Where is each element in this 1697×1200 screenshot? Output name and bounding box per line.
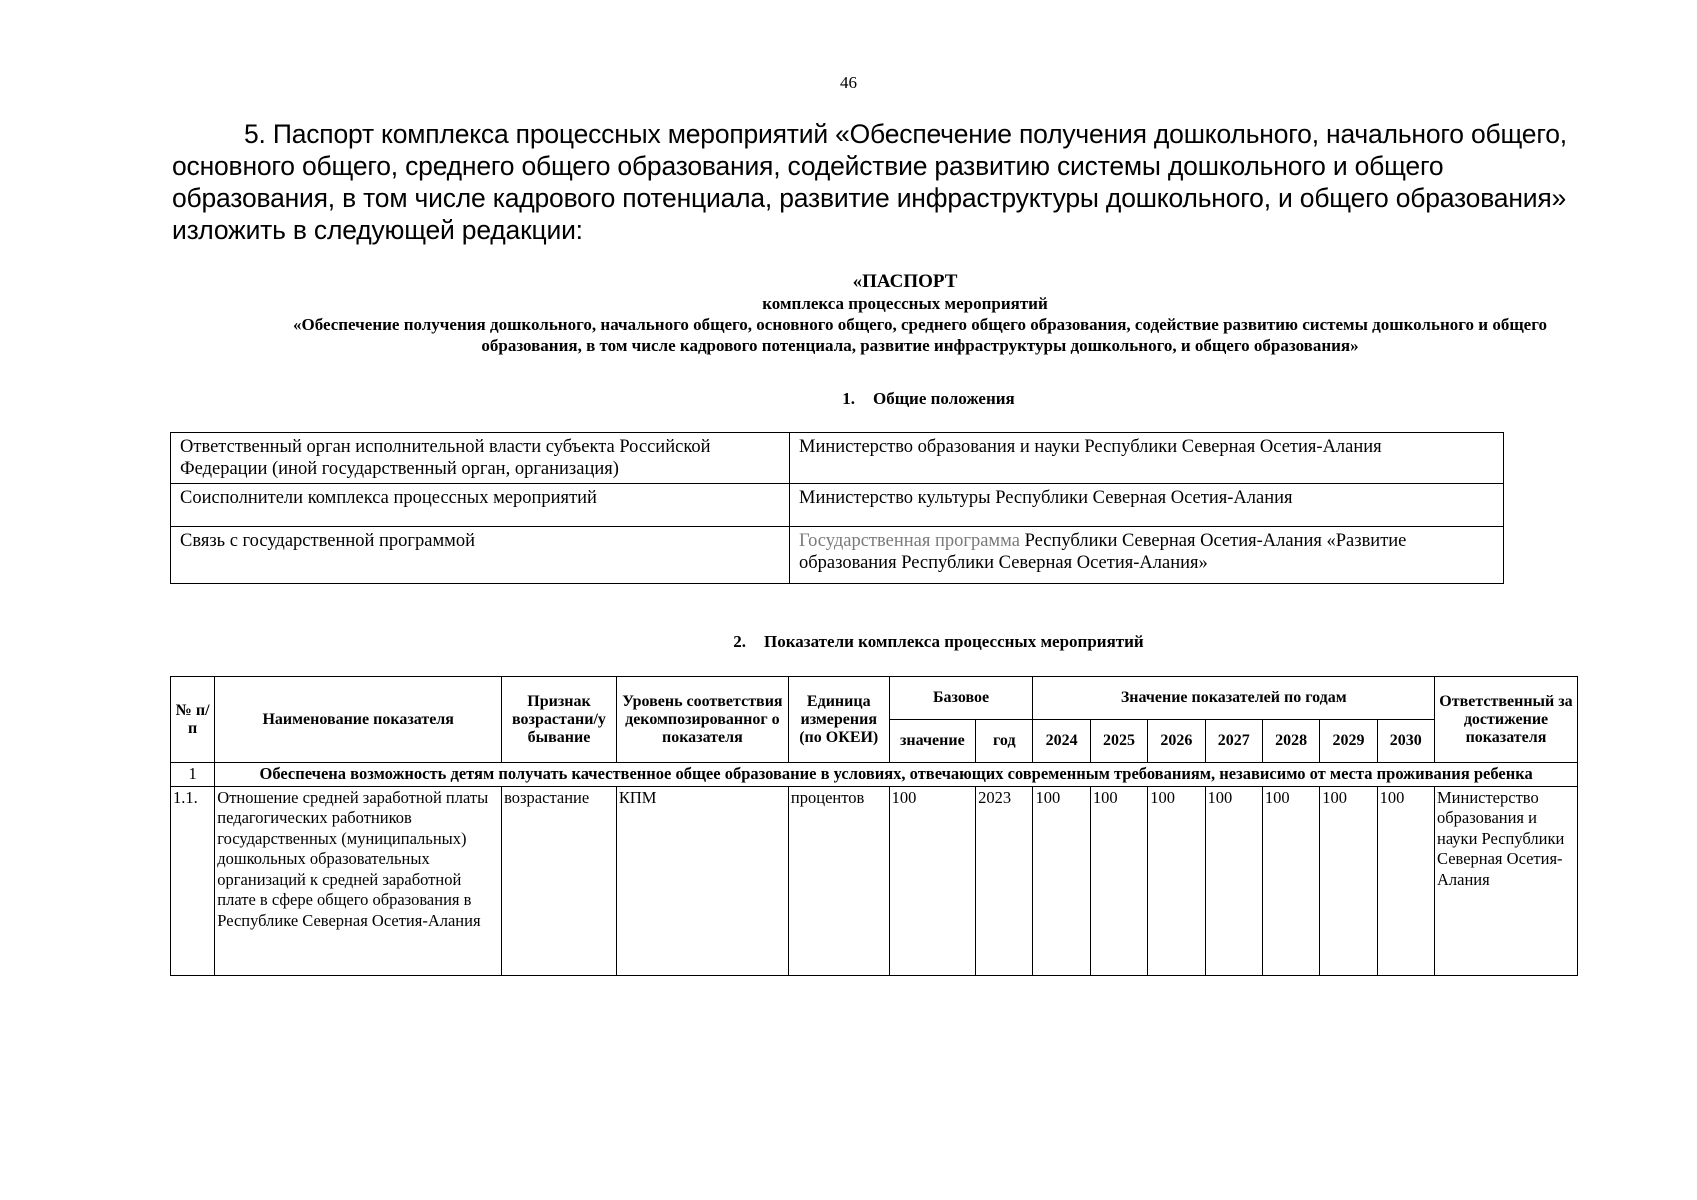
header-num: № п/п [171,677,215,763]
cell-year-value: 100 [1262,786,1319,975]
header-year: 2026 [1148,720,1205,763]
section-2-number: 2. [733,632,747,651]
row-value [790,527,1504,584]
cell-year-value: 100 [1205,786,1262,975]
table-row [171,786,1578,975]
general-provisions-table [170,432,1504,584]
program-link-text[interactable]: Государственная программа [799,531,1020,551]
header-year: 2030 [1377,720,1434,763]
cell-year-value: 100 [1033,786,1090,975]
header-values-by-year: Значение показателей по годам [1033,677,1435,720]
section-1-number: 1. [842,389,855,408]
cell-year-value: 100 [1377,786,1434,975]
table-row [171,527,1504,584]
section-2-title: Показатели комплекса процессных мероприятий [764,632,1144,651]
header-year: 2028 [1262,720,1319,763]
passport-name: «Обеспечение получения дошкольного, начального общего, основного общего, среднего общего образования, содействие развитию системы дошкольного и общего образования, в том числе кадрового потенциала, развитие инфраструктуры дошкольного, и общего образования» [292,315,1548,355]
cell-trend: возрастание [502,786,617,975]
program-name-text: Республики Северная Осетия-Алания «Развитие образования Республики Северная Осетия-Алания» [799,531,1407,573]
row-label: Связь с государственной программой [171,527,790,584]
page-number: 46 [840,73,857,92]
section-1-heading [0,389,1697,409]
header-base: Базовое [889,677,1033,720]
row-value: Министерство культуры Республики Северная Осетия-Алания [790,484,1504,527]
cell-base-year: 2023 [976,786,1033,975]
header-year: 2025 [1090,720,1147,763]
cell-year-value: 100 [1090,786,1147,975]
cell-unit: процентов [788,786,889,975]
cell-num: 1.1. [171,786,215,975]
header-name: Наименование показателя [215,677,502,763]
row-label: Соисполнители комплекса процессных мероприятий [171,484,790,527]
goal-text: Обеспечена возможность детям получать качественное общее образование в условиях, отвечающих современным требованиям, независимо от места проживания ребенка [215,763,1578,787]
section-1-title: Общие положения [872,389,1015,408]
header-base-value: значение [889,720,976,763]
table-row [171,433,1504,484]
header-trend: Признак возрастани/у бывание [502,677,617,763]
header-year: 2029 [1320,720,1377,763]
cell-year-value: 100 [1148,786,1205,975]
header-base-year: год [976,720,1033,763]
header-unit: Единица измерения (по ОКЕИ) [788,677,889,763]
header-year: 2027 [1205,720,1262,763]
header-level: Уровень соответствия декомпозированног о показателя [616,677,788,763]
row-label: Ответственный орган исполнительной власти субъекта Российской Федерации (иной государственный орган, организация) [171,433,790,484]
header-responsible: Ответственный за достижение показателя [1434,677,1577,763]
goal-row [171,763,1578,787]
section-2-heading [0,632,1697,652]
cell-level: КПМ [616,786,788,975]
goal-num: 1 [171,763,215,787]
cell-base-value: 100 [889,786,976,975]
header-year: 2024 [1033,720,1090,763]
cell-year-value: 100 [1320,786,1377,975]
cell-name: Отношение средней заработной платы педагогических работников государственных (муниципальных) дошкольных образовательных организаций к средней заработной плате в сфере общего образования в Республике Северная Осетия-Алания [215,786,502,975]
table-header-row [171,677,1578,720]
table-row [171,484,1504,527]
passport-subtitle: комплекса процессных мероприятий [762,294,1048,313]
intro-paragraph: 5. Паспорт комплекса процессных мероприятий «Обеспечение получения дошкольного, начального общего, основного общего, среднего общего образования, содействие развитию системы дошкольного и общего образования, в том числе кадрового потенциала, развитие инфраструктуры дошкольного, и общего образования» изложить в следующей редакции: [172,119,1567,245]
row-value: Министерство образования и науки Республики Северная Осетия-Алания [790,433,1504,484]
cell-responsible: Министерство образования и науки Республики Северная Осетия-Алания [1434,786,1577,975]
passport-header [230,270,1580,356]
indicators-table [170,676,1578,976]
passport-title: «ПАСПОРТ [852,271,958,292]
